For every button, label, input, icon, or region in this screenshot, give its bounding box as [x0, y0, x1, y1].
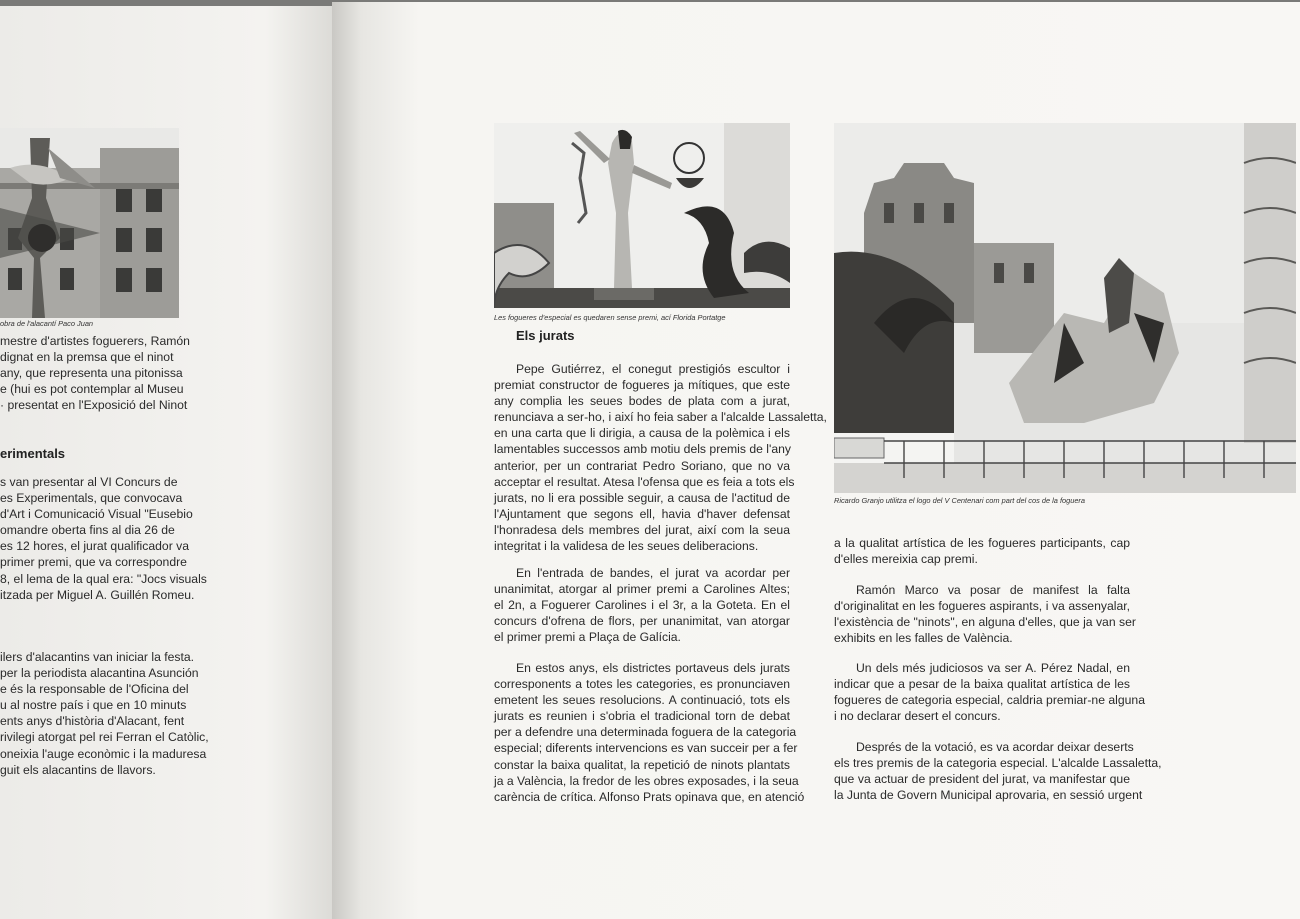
photo-ricardo-granjo: [834, 123, 1296, 493]
col2-paragraph-4: Després de la votació, es va acordar deixar deserts els tres premis de la categoria especial. L'alcalde Lassaletta, que va actuar de president del jurat, va manifestar que la Junta de Govern Municipal aprovaria, en sessió urgent: [834, 740, 1162, 803]
photo-florida-portatge: [494, 123, 790, 308]
left-paragraph-1: mestre d'artistes foguerers, Ramón dignat en la premsa que el ninot any, que representa una pitonissa e (hui es pot contemplar al Museu · presentat en l'Exposició del Ninot: [0, 334, 190, 413]
left-paragraph-3: ilers d'alacantins van iniciar la festa. per la periodista alacantina Asunción e és la responsable de l'Oficina del u al nostre país i que en 10 minuts ents anys d'història d'Alacant, fent rivilegi atorgat pel rei Ferran el Catòlic, oneixia l'auge econòmic i la maduresa guit els alacantins de llavors.: [0, 650, 209, 777]
photo-florida-caption: Les fogueres d'especial es quedaren sense premi, ací Florida Portatge: [494, 313, 726, 322]
left-photo-caption: obra de l'alacantí Paco Juan: [0, 319, 94, 328]
col1-paragraph-1: Pepe Gutiérrez, el conegut prestigiós escultor i premiat constructor de fogueres ja mítiques, que este any complia les seues bodes de plata com a jurat, renunciava a ser-ho, i així ho feia saber a l'alcalde Lassaletta, en una carta que li dirigia, a causa de la polèmica i els lamentables successos amb motiu dels premis de l'any anterior, per un contrariat Pedro Soriano, que no va acceptar el resultat. Atesa l'ofensa que es feia a tots els jurats, no li era possible seguir, a causa de l'actitud de l'Ajuntament que segons ell, havia d'haver defensat l'honradesa dels membres del jurat, així com la seua integritat i la validesa de les seues deliberacions.: [494, 362, 827, 554]
col2-paragraph-3: Un dels més judiciosos va ser A. Pérez Nadal, en indicar que a pesar de la baixa qualitat artística de les fogueres de categoria especial, caldria premiar-ne alguna i no declarar desert el concurs.: [834, 661, 1145, 724]
col2-paragraph-1: a la qualitat artística de les fogueres participants, cap d'elles mereixia cap premi.: [834, 536, 1130, 567]
right-page: [332, 2, 1300, 919]
left-page: [0, 6, 332, 919]
col1-paragraph-2: En l'entrada de bandes, el jurat va acordar per unanimitat, atorgar al primer premi a Carolines Altes; el 2n, a Foguerer Carolines i el 3r, a la Goteta. En el concurs d'ofrena de flors, per unanimitat, van atorgar el primer premi a Plaça de Galícia.: [494, 566, 790, 645]
left-section-heading: erimentals: [0, 446, 66, 461]
left-photo-foguera: [0, 128, 179, 318]
left-paragraph-2: s van presentar al VI Concurs de es Experimentals, que convocava d'Art i Comunicació Visual "Eusebio omandre oberta fins al dia 26 de es 12 hores, el jurat qualificador va primer premi, que va correspondre 8, el lema de la qual era: "Jocs visuals itzada per Miguel A. Guillén Romeu.: [0, 475, 207, 602]
section-heading-els-jurats: Els jurats: [516, 328, 575, 343]
photo-ricardo-caption: Ricardo Granjo utilitza el logo del V Centenari com part del cos de la foguera: [834, 496, 1086, 505]
col2-paragraph-2: Ramón Marco va posar de manifest la falta d'originalitat en les fogueres aspirants, i va assenyalar, l'existència de "ninots", en alguna d'elles, que ja van ser exhibits en les falles de València.: [834, 583, 1136, 646]
col1-paragraph-3: En estos anys, els districtes portaveus dels jurats corresponents a totes les categories, es pronunciaven emetent les seues resolucions. A continuació, tots els jurats es reunien i s'obria el tradicional torn de debat per a defendre una determinada foguera de la categoria especial; diferents intervencions es van succeir per a fer constar la baixa qualitat, la repetició de ninots plantats ja a València, la fredor de les obres exposades, i la seua carència de crítica. Alfonso Prats opinava que, en atenció: [494, 661, 805, 804]
